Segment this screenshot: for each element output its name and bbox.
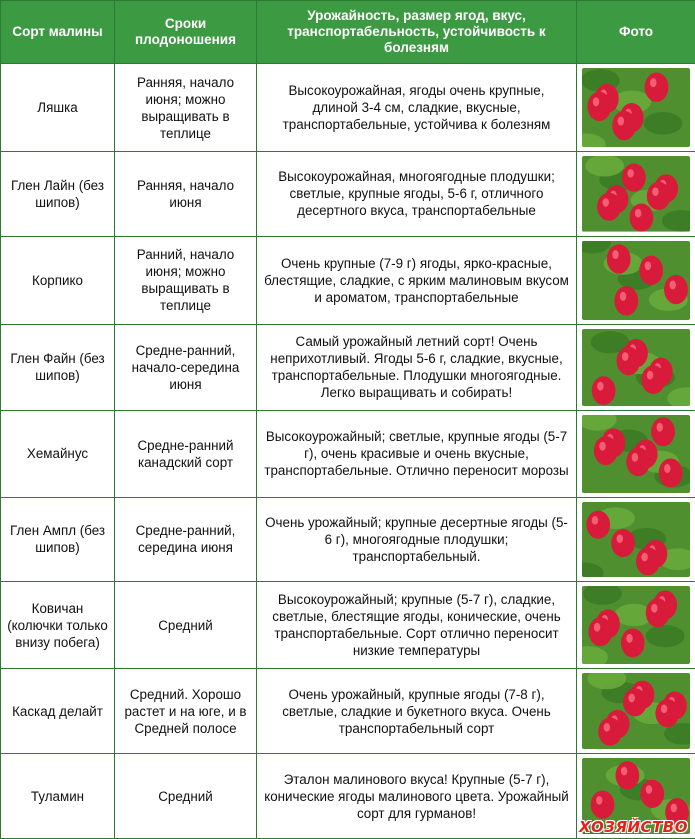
photo-cell: [577, 152, 695, 237]
raspberry-photo-icon: [582, 415, 690, 493]
variety-cell: Каскад делайт: [1, 669, 115, 754]
raspberry-photo-icon: [582, 329, 690, 406]
table-row: [1, 152, 695, 237]
description-cell: Высокоурожайный; светлые, крупные ягоды (5-7 г), очень красивые и очень вкусные, транспортабельные. Отлично переносит морозы: [257, 410, 577, 497]
variety-cell: Глен Файн (без шипов): [1, 324, 115, 410]
watermark-logo: ХОЗЯЙСТВО: [578, 818, 688, 836]
table-row: [1, 669, 695, 754]
raspberry-photo-icon: [582, 156, 690, 232]
variety-cell: Ляшка: [1, 64, 115, 152]
season-cell: Ранний, начало июня; можно выращивать в теплице: [115, 236, 257, 324]
season-cell: Средний. Хорошо растет и на юге, и в Средней полосе: [115, 669, 257, 754]
variety-cell: Глен Ампл (без шипов): [1, 497, 115, 582]
header-description: Урожайность, размер ягод, вкус, транспортабельность, устойчивость к болезням: [257, 1, 577, 64]
description-cell: Очень крупные (7-9 г) ягоды, ярко-красные, блестящие, сладкие, с ярким малиновым вкусом и ароматом, транспортабельные: [257, 236, 577, 324]
table-row: [1, 64, 695, 152]
season-cell: Средне-ранний канадский сорт: [115, 410, 257, 497]
table-row: [1, 582, 695, 669]
table-row: [1, 410, 695, 497]
description-cell: Самый урожайный летний сорт! Очень неприхотливый. Ягоды 5-6 г, сладкие, вкусные, транспортабельные. Плодушки многоягодные. Легко выращивать и собирать!: [257, 324, 577, 410]
description-cell: Очень урожайный, крупные ягоды (7-8 г), светлые, сладкие и букетного вкуса. Очень транспортабельный сорт: [257, 669, 577, 754]
variety-cell: Туламин: [1, 754, 115, 839]
table-row: [1, 497, 695, 582]
header-season: Сроки плодоношения: [115, 1, 257, 64]
table-row: [1, 236, 695, 324]
season-cell: Средний: [115, 754, 257, 839]
photo-cell: [577, 497, 695, 582]
raspberry-photo-icon: [582, 241, 690, 320]
variety-cell: Глен Лайн (без шипов): [1, 152, 115, 237]
variety-cell: Ковичан (колючки только внизу побега): [1, 582, 115, 669]
description-cell: Высокоурожайный; крупные (5-7 г), сладкие, светлые, блестящие ягоды, конические, очень транспортабельные. Сорт отлично переносит низкие температуры: [257, 582, 577, 669]
header-photo: Фото: [577, 1, 695, 64]
photo-cell: [577, 582, 695, 669]
photo-cell: [577, 324, 695, 410]
description-cell: Высокоурожайная, многоягодные плодушки; светлые, крупные ягоды, 5-6 г, отличного десертного вкуса, транспортабельные: [257, 152, 577, 237]
table-row: [1, 324, 695, 410]
photo-cell: [577, 410, 695, 497]
season-cell: Ранняя, начало июня: [115, 152, 257, 237]
season-cell: Средне-ранний, начало-середина июня: [115, 324, 257, 410]
variety-cell: Хемайнус: [1, 410, 115, 497]
raspberry-photo-icon: [582, 586, 690, 664]
variety-cell: Корпико: [1, 236, 115, 324]
header-variety: Сорт малины: [1, 1, 115, 64]
season-cell: Средне-ранний, середина июня: [115, 497, 257, 582]
raspberry-photo-icon: [582, 502, 690, 578]
raspberry-photo-icon: [582, 68, 690, 147]
description-cell: Эталон малинового вкуса! Крупные (5-7 г), конические ягоды малинового цвета. Урожайный сорт для гурманов!: [257, 754, 577, 839]
photo-cell: [577, 64, 695, 152]
photo-cell: [577, 669, 695, 754]
header-row: [1, 1, 695, 64]
season-cell: Ранняя, начало июня; можно выращивать в теплице: [115, 64, 257, 152]
raspberry-photo-icon: [582, 673, 690, 749]
description-cell: Высокоурожайная, ягоды очень крупные, длиной 3-4 см, сладкие, вкусные, транспортабельные, устойчива к болезням: [257, 64, 577, 152]
season-cell: Средний: [115, 582, 257, 669]
description-cell: Очень урожайный; крупные десертные ягоды (5-6 г), многоягодные плодушки; транспортабельный.: [257, 497, 577, 582]
photo-cell: [577, 236, 695, 324]
